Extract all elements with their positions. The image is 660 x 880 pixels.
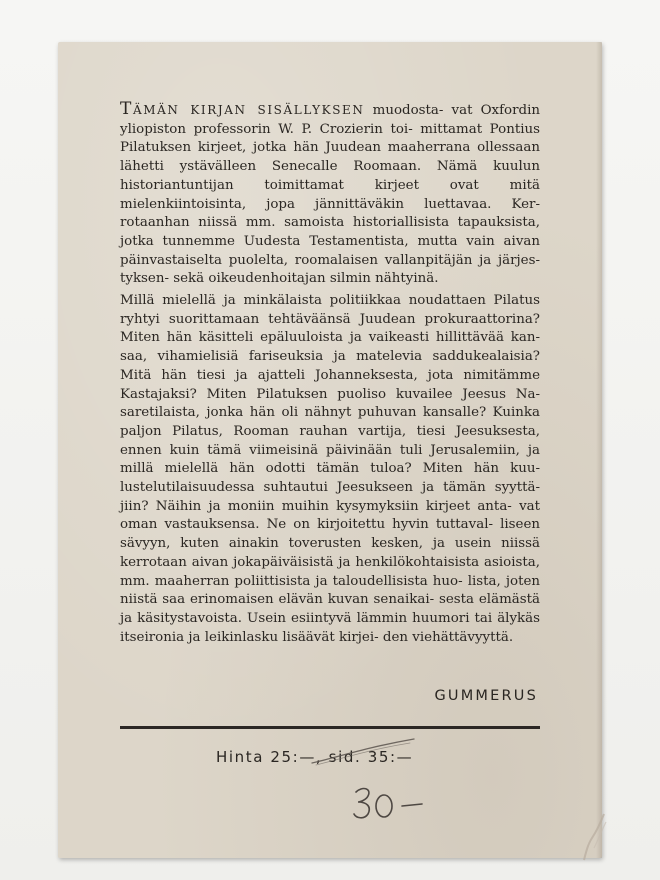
cover-edge-shadow [596,42,602,858]
blurb-paragraph-1-text: muodosta- vat Oxfordin yliopiston professorin W. P. Crozierin toi- mittamat Pontius Pilatuksen kirjeet, jotka hän Juudean maaherrana ollessaan lähetti ystävälleen Senecalle Roomaan. Nämä kuulun historiantuntijan toimittamat kirjeet ovat mitä mielenkiintoisinta, jopa jännittäväkin luettavaa. Ker- rotaanhan niissä mm. samoista historiallisista tapauksista, jotka tunnemme Uudesta Testamentista, mutta vain aivan päinvastaiselta puolelta, roomalaisen vallanpitäjän ja järjes- tyksen- sekä oikeudenhoitajan silmin nähtyinä. [120,103,540,287]
horizontal-rule [120,726,540,729]
book-back-cover [58,42,602,858]
handwritten-price-mark [348,782,428,822]
blurb-paragraph-1 [120,100,540,289]
printed-price: Hinta 25:—, sid. 35:— [216,748,414,766]
pencil-strikethrough-mark [308,735,418,769]
publisher-name: GUMMERUS [434,688,538,704]
blurb-lead-caps: Tämän kirjan sisällyksen [120,99,365,119]
blurb-paragraph-2: Millä mielellä ja minkälaista politiikkaa noudattaen Pilatus ryhtyi suorittamaan tehtäväänsä Juudean prokuraattorina? Miten hän käsitteli epäluuloista ja vaikeasti hillittävää kan- saa, vihamielisiä fariseuksia ja matelevia saddukealaisia? Mitä hän tiesi ja ajatteli Johanneksesta, jota nimitämme Kastajaksi? Miten Pilatuksen puoliso kuvailee Jeesus Na- saretilaista, jonka hän oli nähnyt puhuvan kansalle? Kuinka paljon Pilatus, Rooman rauhan vartija, tiesi Jeesuksesta, ennen kuin tämä viimeisinä päivinään tuli Jerusalemiin, ja millä mielellä hän odotti tämän tuloa? Miten hän kuu- lustelutilaisuudessa suhtautui Jeesukseen ja tämän syyttä- jiin? Näihin ja moniin muihin kysymyksiin kirjeet anta- vat oman vastauksensa. Ne on kirjoitettu hyvin tuttaval- liseen sävyyn, kuten ainakin toverusten kesken, ja usein niissä kerrotaan aivan jokapäiväisistä ja henkilökohtaisista asioista, mm. maaherran poliittisista ja taloudellisista huo- lista, joten niistä saa erinomaisen elävän kuvan senaikai- sesta elämästä ja käsitystavoista. Usein esiintyvä lämmin huumori tai älykäs itseironia ja leikinlasku lisäävät kirjei- den viehättävyyttä. [120,293,540,645]
cover-wear-mark [578,812,608,862]
